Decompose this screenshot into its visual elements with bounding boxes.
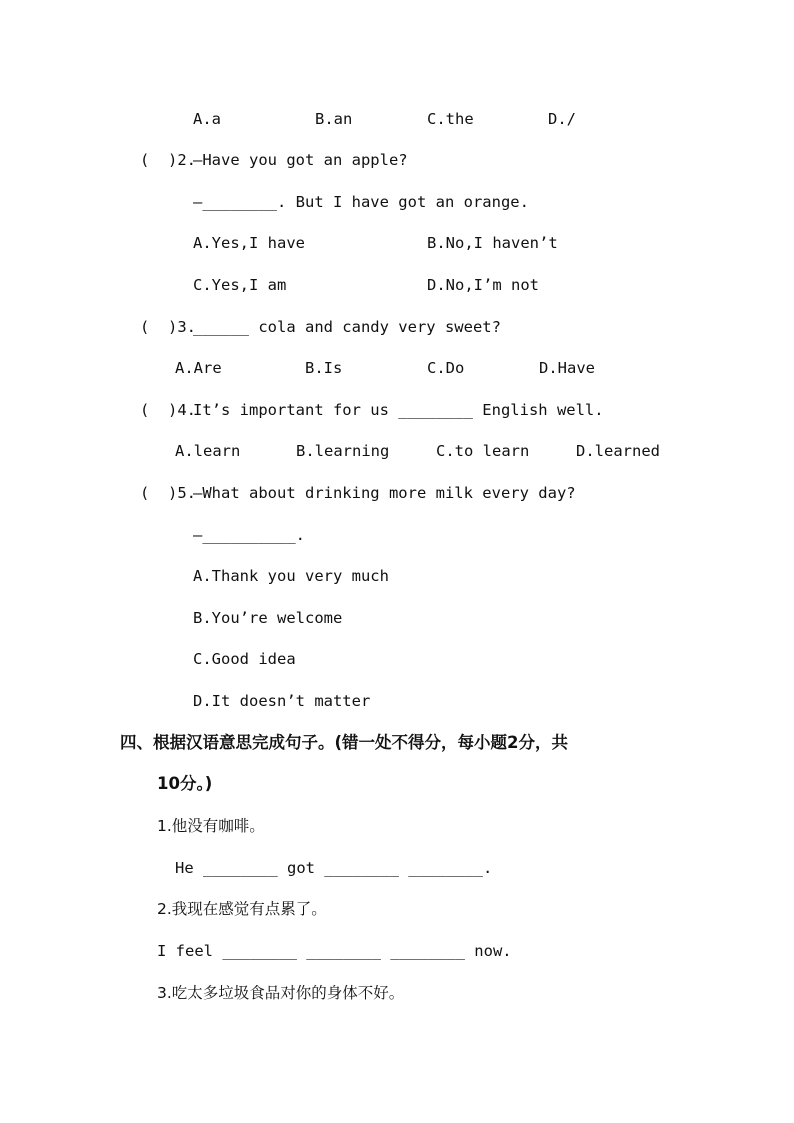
q2-answer-line: —________. But I have got an orange. — [193, 193, 529, 211]
s4-item-2-chinese: 2.我现在感觉有点累了。 — [157, 900, 327, 918]
q3-option-d: D.Have — [539, 359, 595, 377]
q2-option-c: C.Yes,I am — [193, 276, 287, 294]
q1-option-a: A.a — [193, 110, 221, 128]
q4-option-c: C.to learn — [436, 442, 530, 460]
q4-option-a: A.learn — [175, 442, 241, 460]
q1-option-b: B.an — [315, 110, 353, 128]
q4-text: It’s important for us ________ English well. — [193, 401, 604, 419]
q4-option-b: B.learning — [296, 442, 390, 460]
s4-item-1-english: He ________ got ________ ________. — [175, 859, 493, 877]
q3-option-c: C.Do — [427, 359, 465, 377]
q5-option-c: C.Good idea — [193, 650, 296, 668]
section-4-title-cont: 10分。) — [157, 774, 213, 793]
q4-option-d: D.learned — [576, 442, 660, 460]
q2-text: —Have you got an apple? — [193, 151, 408, 169]
q5-option-b: B.You’re welcome — [193, 609, 343, 627]
q5-option-a: A.Thank you very much — [193, 567, 389, 585]
q4-prefix: ( )4. — [140, 401, 196, 419]
q5-option-d: D.It doesn’t matter — [193, 692, 371, 710]
q3-prefix: ( )3. — [140, 318, 196, 336]
s4-item-1-chinese: 1.他没有咖啡。 — [157, 817, 265, 835]
q2-prefix: ( )2. — [140, 151, 196, 169]
q2-option-a: A.Yes,I have — [193, 234, 305, 252]
s4-item-3-chinese: 3.吃太多垃圾食品对你的身体不好。 — [157, 984, 405, 1002]
q3-option-b: B.Is — [305, 359, 343, 377]
section-4-title: 四、根据汉语意思完成句子。(错一处不得分，每小题2分，共 — [120, 733, 569, 752]
q5-text: —What about drinking more milk every day? — [193, 484, 576, 502]
q5-prefix: ( )5. — [140, 484, 196, 502]
q1-option-d: D./ — [548, 110, 576, 128]
q3-text: ______ cola and candy very sweet? — [193, 318, 501, 336]
q2-option-b: B.No,I haven’t — [427, 234, 558, 252]
q5-answer-line: —__________. — [193, 526, 305, 544]
q3-option-a: A.Are — [175, 359, 222, 377]
q1-option-c: C.the — [427, 110, 474, 128]
q2-option-d: D.No,I’m not — [427, 276, 539, 294]
s4-item-2-english: I feel ________ ________ ________ now. — [157, 942, 512, 960]
